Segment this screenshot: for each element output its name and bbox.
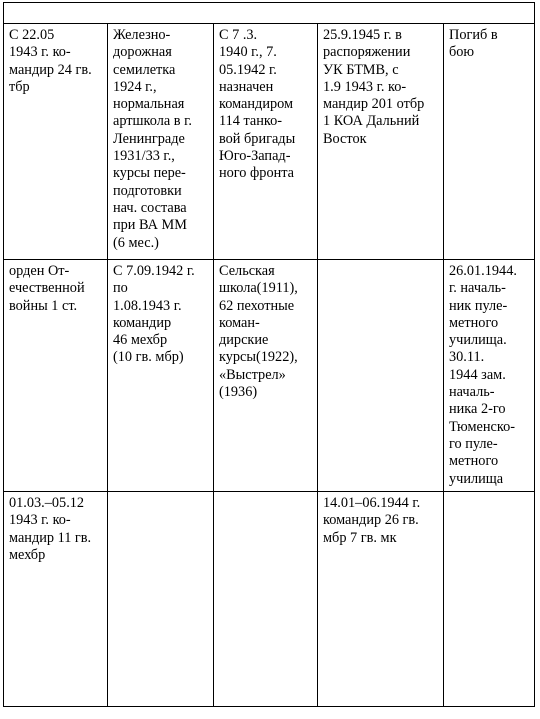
table-cell: Погиб в бою xyxy=(444,24,535,260)
table-cell: орден От- ечественной войны 1 ст. xyxy=(4,260,108,492)
table-cell xyxy=(318,260,444,492)
table-cell: С 7 .3. 1940 г., 7. 05.1942 г. назначен командиром 114 танко- вой бригады Юго-Запад- ного фронта xyxy=(214,24,318,260)
table-header-empty-row xyxy=(4,3,535,24)
empty-cell xyxy=(4,3,535,24)
table-cell xyxy=(444,492,535,707)
table-cell: 26.01.1944. г. началь- ник пуле- метного училища. 30.11. 1944 зам. началь- ника 2-го Тюменско- го пуле- метного училища xyxy=(444,260,535,492)
table-cell xyxy=(214,492,318,707)
table-cell: Сельская школа(1911), 62 пехотные коман- дирские курсы(1922), «Выстрел» (1936) xyxy=(214,260,318,492)
table-cell: 25.9.1945 г. в распоряжении УК БТМВ, с 1.9 1943 г. ко- мандир 201 отбр 1 КОА Дальний Восток xyxy=(318,24,444,260)
table-cell: Железно- дорожная семилетка 1924 г., нормальная артшкола в г. Ленинграде 1931/33 г., курсы пере- подготовки нач. состава при ВА ММ (6 мес.) xyxy=(108,24,214,260)
table-cell: С 7.09.1942 г. по 1.08.1943 г. командир 46 мехбр (10 гв. мбр) xyxy=(108,260,214,492)
biography-table xyxy=(3,2,535,707)
table-cell: С 22.05 1943 г. ко- мандир 24 гв. тбр xyxy=(4,24,108,260)
table-row xyxy=(4,260,535,492)
table-row xyxy=(4,24,535,260)
table-cell xyxy=(108,492,214,707)
table-row xyxy=(4,492,535,707)
table-cell: 14.01–06.1944 г. командир 26 гв. мбр 7 гв. мк xyxy=(318,492,444,707)
table-cell: 01.03.–05.12 1943 г. ко- мандир 11 гв. мехбр xyxy=(4,492,108,707)
